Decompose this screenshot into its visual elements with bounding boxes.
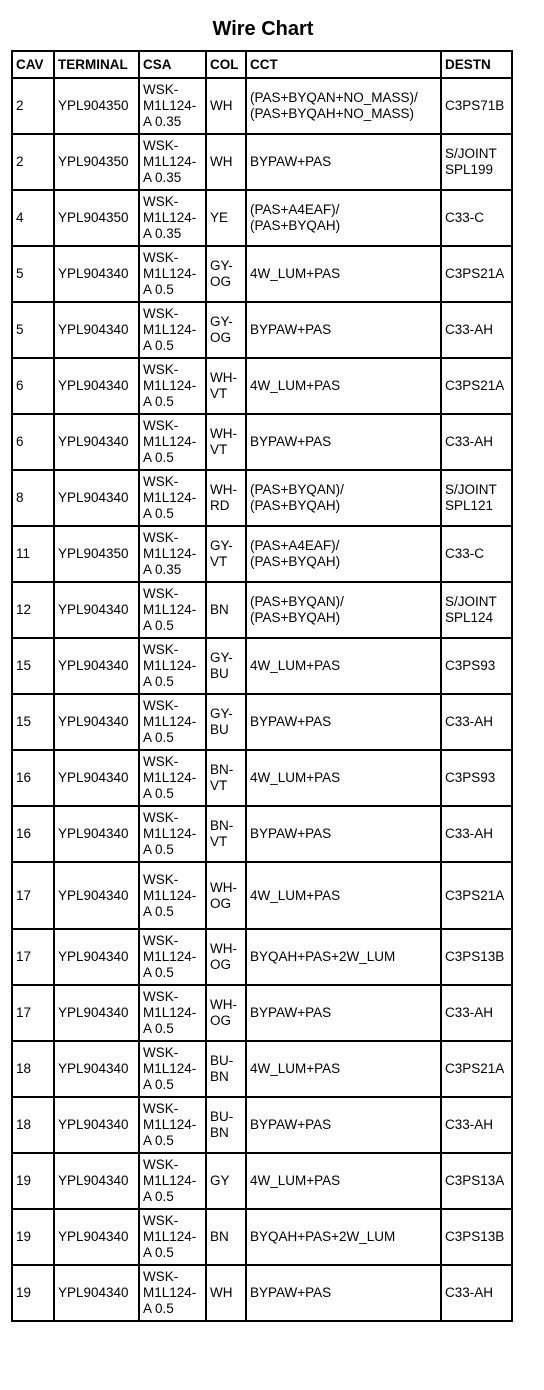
cell-cct: 4W_LUM+PAS [246,862,441,929]
cell-col: GY- BU [206,638,246,694]
cell-terminal: YPL904340 [54,985,139,1041]
cell-destn: C3PS21A [441,862,512,929]
cell-destn: S/JOINT SPL199 [441,134,512,190]
cell-col: WH- VT [206,358,246,414]
cell-col: BU- BN [206,1097,246,1153]
header-col: COL [206,51,246,78]
table-row [12,246,512,302]
cell-csa: WSK- M1L124- A 0.5 [139,582,206,638]
cell-terminal: YPL904350 [54,78,139,134]
table-row [12,638,512,694]
cell-destn: C3PS21A [441,246,512,302]
cell-csa: WSK- M1L124- A 0.5 [139,358,206,414]
table-row [12,985,512,1041]
cell-csa: WSK- M1L124- A 0.5 [139,470,206,526]
cell-col: WH [206,134,246,190]
cell-destn: C3PS21A [441,1041,512,1097]
cell-cav: 17 [12,985,54,1041]
cell-destn: C33-AH [441,1265,512,1321]
cell-csa: WSK- M1L124- A 0.5 [139,414,206,470]
cell-cav: 18 [12,1041,54,1097]
cell-cct: BYPAW+PAS [246,414,441,470]
cell-col: WH [206,78,246,134]
header-destn: DESTN [441,51,512,78]
cell-csa: WSK- M1L124- A 0.5 [139,246,206,302]
cell-destn: C3PS13B [441,929,512,985]
table-row [12,526,512,582]
cell-col: YE [206,190,246,246]
cell-cct: 4W_LUM+PAS [246,246,441,302]
cell-col: WH- RD [206,470,246,526]
cell-terminal: YPL904340 [54,302,139,358]
cell-cct: 4W_LUM+PAS [246,1041,441,1097]
table-row [12,1041,512,1097]
cell-col: BN- VT [206,806,246,862]
cell-col: WH- OG [206,985,246,1041]
cell-col: GY- OG [206,302,246,358]
cell-cav: 2 [12,78,54,134]
header-csa: CSA [139,51,206,78]
cell-terminal: YPL904340 [54,929,139,985]
cell-cav: 15 [12,638,54,694]
cell-destn: C3PS71B [441,78,512,134]
cell-cav: 16 [12,806,54,862]
cell-destn: C3PS93 [441,750,512,806]
cell-destn: S/JOINT SPL124 [441,582,512,638]
cell-col: GY- VT [206,526,246,582]
cell-cct: BYQAH+PAS+2W_LUM [246,929,441,985]
cell-cav: 19 [12,1209,54,1265]
cell-csa: WSK- M1L124- A 0.5 [139,750,206,806]
table-body [12,78,512,1321]
cell-csa: WSK- M1L124- A 0.5 [139,1265,206,1321]
header-terminal: TERMINAL [54,51,139,78]
cell-cav: 19 [12,1153,54,1209]
table-row [12,78,512,134]
cell-cct: (PAS+A4EAF)/ (PAS+BYQAH) [246,526,441,582]
cell-cav: 5 [12,302,54,358]
cell-cct: (PAS+A4EAF)/ (PAS+BYQAH) [246,190,441,246]
cell-cav: 11 [12,526,54,582]
cell-cct: BYPAW+PAS [246,694,441,750]
cell-col: WH- VT [206,414,246,470]
cell-terminal: YPL904340 [54,1265,139,1321]
table-row [12,929,512,985]
cell-col: BN- VT [206,750,246,806]
cell-cav: 5 [12,246,54,302]
header-row [12,51,512,78]
cell-terminal: YPL904340 [54,638,139,694]
cell-cct: BYPAW+PAS [246,806,441,862]
table-row [12,1153,512,1209]
cell-destn: C33-AH [441,302,512,358]
cell-cct: BYPAW+PAS [246,1097,441,1153]
cell-cav: 2 [12,134,54,190]
cell-cav: 12 [12,582,54,638]
cell-destn: C3PS13B [441,1209,512,1265]
cell-csa: WSK- M1L124- A 0.5 [139,1041,206,1097]
cell-cct: BYPAW+PAS [246,134,441,190]
cell-destn: C33-AH [441,414,512,470]
cell-cav: 8 [12,470,54,526]
cell-cct: 4W_LUM+PAS [246,638,441,694]
cell-destn: S/JOINT SPL121 [441,470,512,526]
table-row [12,582,512,638]
cell-terminal: YPL904340 [54,470,139,526]
table-row [12,694,512,750]
table-row [12,134,512,190]
cell-csa: WSK- M1L124- A 0.5 [139,1209,206,1265]
cell-cct: (PAS+BYQAN+NO_MASS)/ (PAS+BYQAH+NO_MASS) [246,78,441,134]
cell-terminal: YPL904340 [54,806,139,862]
cell-csa: WSK- M1L124- A 0.5 [139,862,206,929]
cell-destn: C3PS21A [441,358,512,414]
cell-destn: C33-AH [441,1097,512,1153]
cell-destn: C33-AH [441,985,512,1041]
cell-col: WH- OG [206,929,246,985]
cell-cct: 4W_LUM+PAS [246,358,441,414]
cell-col: GY- BU [206,694,246,750]
table-row [12,358,512,414]
cell-csa: WSK- M1L124- A 0.5 [139,1097,206,1153]
cell-col: GY- OG [206,246,246,302]
cell-csa: WSK- M1L124- A 0.5 [139,638,206,694]
cell-terminal: YPL904340 [54,750,139,806]
table-row [12,1097,512,1153]
cell-csa: WSK- M1L124- A 0.5 [139,1153,206,1209]
cell-terminal: YPL904340 [54,414,139,470]
cell-terminal: YPL904340 [54,246,139,302]
table-row [12,470,512,526]
cell-destn: C33-AH [441,694,512,750]
cell-csa: WSK- M1L124- A 0.5 [139,806,206,862]
cell-cav: 15 [12,694,54,750]
cell-col: BU- BN [206,1041,246,1097]
cell-destn: C33-AH [441,806,512,862]
cell-cct: BYPAW+PAS [246,985,441,1041]
cell-destn: C3PS13A [441,1153,512,1209]
table-row [12,750,512,806]
cell-terminal: YPL904340 [54,862,139,929]
page-title: Wire Chart [212,18,314,40]
cell-destn: C33-C [441,190,512,246]
header-cav: CAV [12,51,54,78]
cell-terminal: YPL904340 [54,694,139,750]
cell-csa: WSK- M1L124- A 0.5 [139,302,206,358]
cell-cct: BYQAH+PAS+2W_LUM [246,1209,441,1265]
cell-cct: 4W_LUM+PAS [246,1153,441,1209]
cell-csa: WSK- M1L124- A 0.35 [139,78,206,134]
table-row [12,1265,512,1321]
cell-csa: WSK- M1L124- A 0.5 [139,694,206,750]
cell-destn: C33-C [441,526,512,582]
cell-terminal: YPL904340 [54,1041,139,1097]
table-row [12,862,512,929]
cell-csa: WSK- M1L124- A 0.5 [139,929,206,985]
cell-terminal: YPL904340 [54,1097,139,1153]
cell-cav: 6 [12,358,54,414]
cell-cct: BYPAW+PAS [246,1265,441,1321]
cell-cav: 16 [12,750,54,806]
cell-csa: WSK- M1L124- A 0.35 [139,190,206,246]
cell-destn: C3PS93 [441,638,512,694]
cell-col: BN [206,582,246,638]
cell-cct: BYPAW+PAS [246,302,441,358]
cell-csa: WSK- M1L124- A 0.35 [139,526,206,582]
cell-col: BN [206,1209,246,1265]
cell-cav: 6 [12,414,54,470]
cell-csa: WSK- M1L124- A 0.5 [139,985,206,1041]
cell-terminal: YPL904340 [54,1153,139,1209]
table-row [12,1209,512,1265]
cell-cav: 18 [12,1097,54,1153]
cell-cct: (PAS+BYQAN)/ (PAS+BYQAH) [246,470,441,526]
cell-cav: 19 [12,1265,54,1321]
cell-terminal: YPL904350 [54,134,139,190]
cell-csa: WSK- M1L124- A 0.35 [139,134,206,190]
wire-chart-table [11,50,513,1322]
table-row [12,414,512,470]
cell-col: GY [206,1153,246,1209]
cell-terminal: YPL904340 [54,582,139,638]
table-row [12,302,512,358]
cell-cct: (PAS+BYQAN)/ (PAS+BYQAH) [246,582,441,638]
cell-cav: 4 [12,190,54,246]
table-row [12,190,512,246]
cell-cav: 17 [12,862,54,929]
cell-terminal: YPL904350 [54,526,139,582]
cell-col: WH- OG [206,862,246,929]
header-cct: CCT [246,51,441,78]
cell-terminal: YPL904340 [54,358,139,414]
cell-terminal: YPL904340 [54,1209,139,1265]
cell-cct: 4W_LUM+PAS [246,750,441,806]
cell-terminal: YPL904350 [54,190,139,246]
cell-col: WH [206,1265,246,1321]
cell-cav: 17 [12,929,54,985]
table-row [12,806,512,862]
